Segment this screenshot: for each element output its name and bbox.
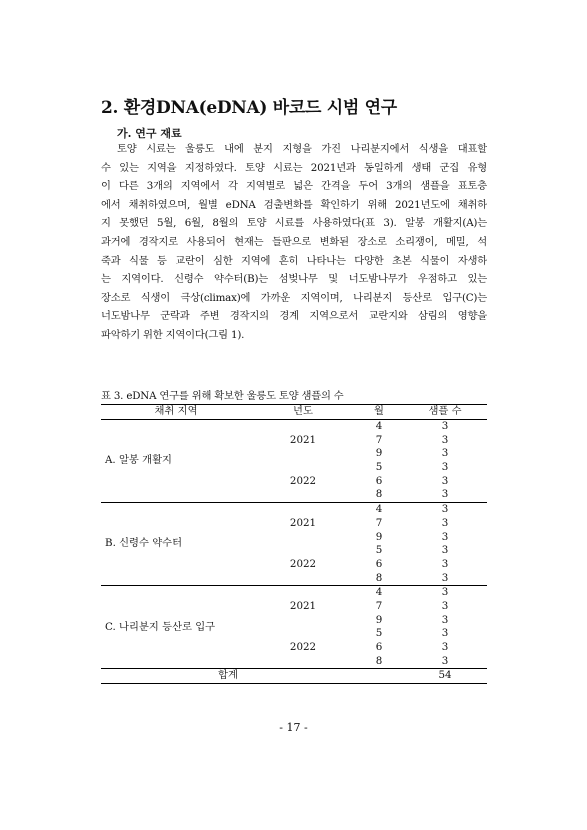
cell-month: 7 — [375, 433, 383, 446]
cell-count: 3 — [441, 488, 449, 501]
cell-year: 2022 — [289, 474, 317, 487]
total-label: 합계 — [101, 669, 355, 684]
cell-count: 3 — [441, 530, 449, 543]
section-title: 2. 환경DNA(eDNA) 바코드 시범 연구 — [101, 98, 397, 118]
total-row — [101, 669, 487, 684]
cell-year: 2021 — [251, 419, 355, 461]
cell-month: 7 — [375, 516, 383, 529]
cell-month: 6 — [375, 474, 383, 487]
table-caption: 표 3. eDNA 연구를 위해 확보한 울릉도 토양 샘플의 수 — [101, 390, 344, 402]
cell-count: 3 — [441, 627, 449, 640]
cell-month: 5 — [375, 627, 383, 640]
cell-count: 3 — [441, 474, 449, 487]
cell-year: 2021 — [251, 502, 355, 544]
cell-count: 3 — [441, 571, 449, 584]
paragraph-line: 죽과 식물 등 교란이 심한 지역에 흔히 나타나는 다양한 초본 식물이 자생하 — [101, 254, 487, 267]
cell-month: 9 — [375, 613, 383, 626]
cell-count: 3 — [441, 613, 449, 626]
cell-month: 4 — [355, 419, 403, 433]
cell-region: B. 신령수 약수터 — [101, 502, 251, 585]
cell-count: 3 — [403, 419, 487, 433]
page-number: - 17 - — [279, 721, 308, 734]
paragraph-line: 너도밤나무 군락과 주변 경작지의 경계 지역으로서 교란지와 삼림의 영향을 — [101, 310, 487, 323]
paragraph-line: 수 있는 지역을 지정하였다. 토양 시료는 2021년과 동일하게 생태 군집 유형 — [101, 161, 487, 174]
header-year: 년도 — [251, 405, 355, 420]
paragraph-line: 과거에 경작지로 사용되어 현재는 들판으로 변화된 장소로 소리쟁이, 메밀, 석 — [101, 235, 487, 248]
cell-year: 2021 — [251, 585, 355, 627]
cell-count: 3 — [441, 557, 449, 570]
cell-count: 3 — [441, 641, 449, 654]
cell-month: 7 — [375, 599, 383, 612]
table-header-row — [101, 405, 487, 420]
cell-count: 3 — [441, 433, 449, 446]
cell-month: 6 — [375, 641, 383, 654]
cell-count: 3 — [441, 447, 449, 460]
paragraph-line: 파악하기 위한 지역이다(그림 1). — [101, 328, 245, 341]
cell-month: 5 — [375, 461, 383, 474]
cell-month: 9 — [375, 447, 383, 460]
paragraph-line: 지 못했던 5월, 6월, 8월의 토양 시료를 사용하였다(표 3). 알봉 개활지(A)는 — [101, 217, 487, 230]
cell-count: 3 — [441, 461, 449, 474]
cell-count: 3 — [441, 516, 449, 529]
paragraph-line: 이 다른 3개의 지역에서 각 지역별로 넓은 간격을 두어 3개의 샘플을 표토층 — [101, 180, 487, 193]
cell-month: 6 — [375, 557, 383, 570]
cell-count: 3 — [441, 654, 449, 667]
header-region: 채취 지역 — [101, 405, 251, 420]
cell-month: 4 — [355, 502, 403, 516]
total-spacer — [355, 669, 403, 684]
cell-month: 8 — [375, 571, 383, 584]
paragraph-line: 장소로 식생이 극상(climax)에 가까운 지역이며, 나리분지 등산로 입구(C)는 — [101, 291, 487, 304]
cell-year: 2022 — [289, 557, 317, 570]
body-paragraph — [101, 140, 487, 345]
table-row — [101, 419, 487, 433]
cell-count: 3 — [441, 544, 449, 557]
cell-month: 9 — [375, 530, 383, 543]
total-value: 54 — [403, 669, 487, 684]
table-row — [101, 502, 487, 516]
cell-month: 8 — [375, 488, 383, 501]
header-month: 월 — [355, 405, 403, 420]
cell-month: 4 — [355, 585, 403, 599]
cell-month: 5 — [375, 544, 383, 557]
table-body — [101, 419, 487, 668]
cell-year: 2022 — [289, 641, 317, 654]
paragraph-line: 는 지역이다. 신령수 약수터(B)는 섬벚나무 및 너도밤나무가 우점하고 있는 — [101, 273, 487, 286]
paragraph-line: 토양 시료는 울릉도 내에 분지 지형을 가진 나리분지에서 식생을 대표할 — [117, 143, 487, 155]
cell-month: 8 — [375, 654, 383, 667]
table-row — [101, 585, 487, 599]
cell-count: 3 — [403, 502, 487, 516]
cell-region: C. 나리분지 등산로 입구 — [101, 585, 251, 668]
subsection-title: 가. 연구 재료 — [117, 127, 182, 140]
paragraph-line: 에서 채취하였으며, 월별 eDNA 검출변화를 확인하기 위해 2021년도에 채취하 — [101, 198, 487, 211]
cell-count: 3 — [441, 599, 449, 612]
cell-region: A. 알봉 개활지 — [101, 419, 251, 502]
cell-count: 3 — [403, 585, 487, 599]
sample-table — [101, 404, 487, 684]
header-count: 샘플 수 — [403, 405, 487, 420]
